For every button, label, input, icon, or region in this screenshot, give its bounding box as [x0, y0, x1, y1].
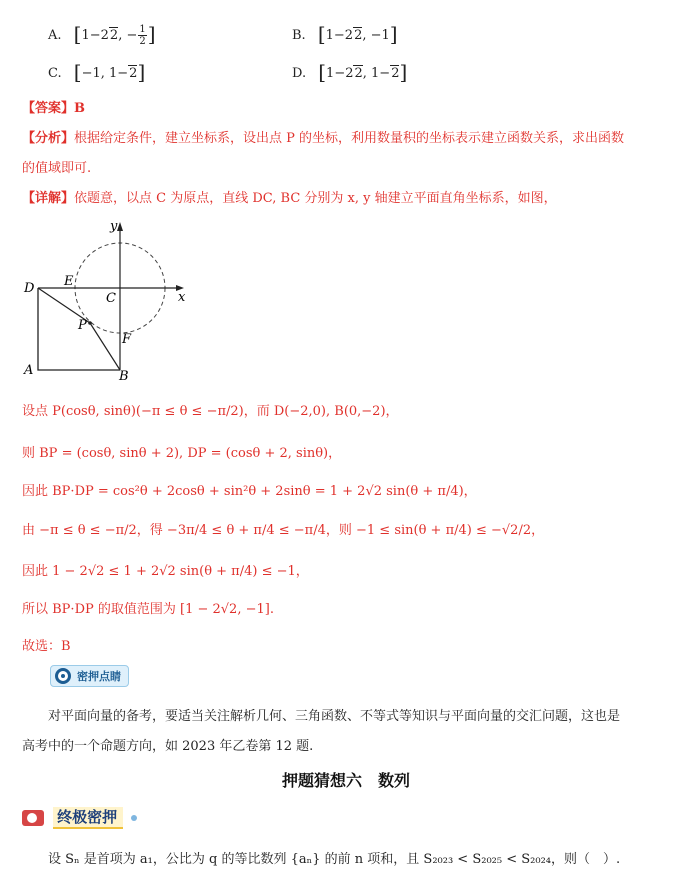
target-icon: [55, 668, 71, 684]
option-a-text: [1−22, − $\frac{1}{2}$ ]: [73, 22, 156, 47]
note-line-1: 对平面向量的备考，要适当关注解析几何、三角函数、不等式等知识与平面向量的交汇问题，这也是: [48, 709, 621, 724]
analysis-tag: 【分析】: [22, 131, 75, 146]
section-title: 押题猜想六 数列: [281, 771, 410, 790]
point-p: [88, 321, 92, 325]
key-points-badge-label: 密押点睛: [77, 670, 121, 683]
label-b: B: [119, 369, 129, 382]
option-a-label: A.: [48, 28, 62, 43]
option-d-label: D.: [292, 66, 307, 81]
step-4: 由 −π ≤ θ ≤ −π/2，得 −3π/4 ≤ θ + π/4 ≤ −π/4，则 −1 ≤ sin(θ + π/4) ≤ −√2/2，: [22, 523, 545, 538]
option-c-label: C.: [48, 66, 62, 81]
label-d: D: [24, 281, 35, 296]
y-axis-arrow: [117, 222, 123, 231]
conclusion: 故选：B: [22, 639, 71, 654]
final-badge-label: 终极密押: [53, 807, 123, 829]
key-points-badge: [50, 665, 129, 687]
question-text: 设 Sₙ 是首项为 a₁，公比为 q 的等比数列 {aₙ} 的前 n 项和，且 S₂₀₂₃ < S₂₀₂₅ < S₂₀₂₄，则（ ）.: [48, 852, 621, 867]
detail-tag: 【详解】: [22, 191, 75, 206]
option-c-text: [−1, 1−2]: [73, 60, 146, 84]
option-d[interactable]: [292, 60, 407, 84]
answer-tag: 【答案】: [22, 101, 75, 116]
label-c: C: [106, 291, 116, 306]
detail-text: 依题意，以点 C 为原点，直线 DC, BC 分别为 x, y 轴建立平面直角坐标系，如图，: [74, 191, 557, 206]
option-d-text: [1−22, 1−2]: [318, 60, 408, 84]
final-badge: [22, 806, 137, 827]
label-y: y: [110, 219, 118, 234]
note-line-2: 高考中的一个命题方向，如 2023 年乙卷第 12 题.: [22, 739, 314, 754]
analysis-text-1: 根据给定条件，建立坐标系，设出点 P 的坐标，利用数量积的坐标表示建立函数关系，求出函数: [74, 131, 625, 146]
detail-line: [22, 187, 557, 206]
option-a[interactable]: [48, 22, 156, 47]
analysis-line-2: 的值域即可.: [22, 161, 92, 176]
option-b[interactable]: [292, 22, 398, 46]
answer-value: B: [74, 101, 86, 116]
final-badge-dot: [131, 815, 137, 821]
step-6: 所以 BP·DP 的取值范围为 [1 − 2√2, −1].: [22, 602, 274, 617]
step-5: 因此 1 − 2√2 ≤ 1 + 2√2 sin(θ + π/4) ≤ −1，: [22, 564, 309, 579]
step-2: 则 BP = (cosθ, sinθ + 2), DP = (cosθ + 2, sinθ)，: [22, 446, 342, 461]
analysis-line-1: [22, 127, 624, 146]
option-b-label: B.: [292, 28, 306, 43]
label-f: F: [122, 332, 132, 347]
option-c[interactable]: [48, 60, 145, 84]
answer-line: [22, 97, 85, 116]
step-1: 设点 P(cosθ, sinθ)(−π ≤ θ ≤ −π/2)，而 D(−2,0), B(0,−2)，: [22, 404, 399, 419]
label-x: x: [178, 290, 186, 305]
final-badge-icon: [22, 810, 44, 826]
label-p: P: [78, 318, 87, 333]
option-b-text: [1−22, −1]: [317, 22, 398, 46]
label-a: A: [24, 363, 34, 378]
step-3: 因此 BP·DP = cos²θ + 2cosθ + sin²θ + 2sinθ = 1 + 2√2 sin(θ + π/4)，: [22, 484, 477, 499]
label-e: E: [64, 274, 74, 289]
geometry-figure: [20, 212, 200, 382]
